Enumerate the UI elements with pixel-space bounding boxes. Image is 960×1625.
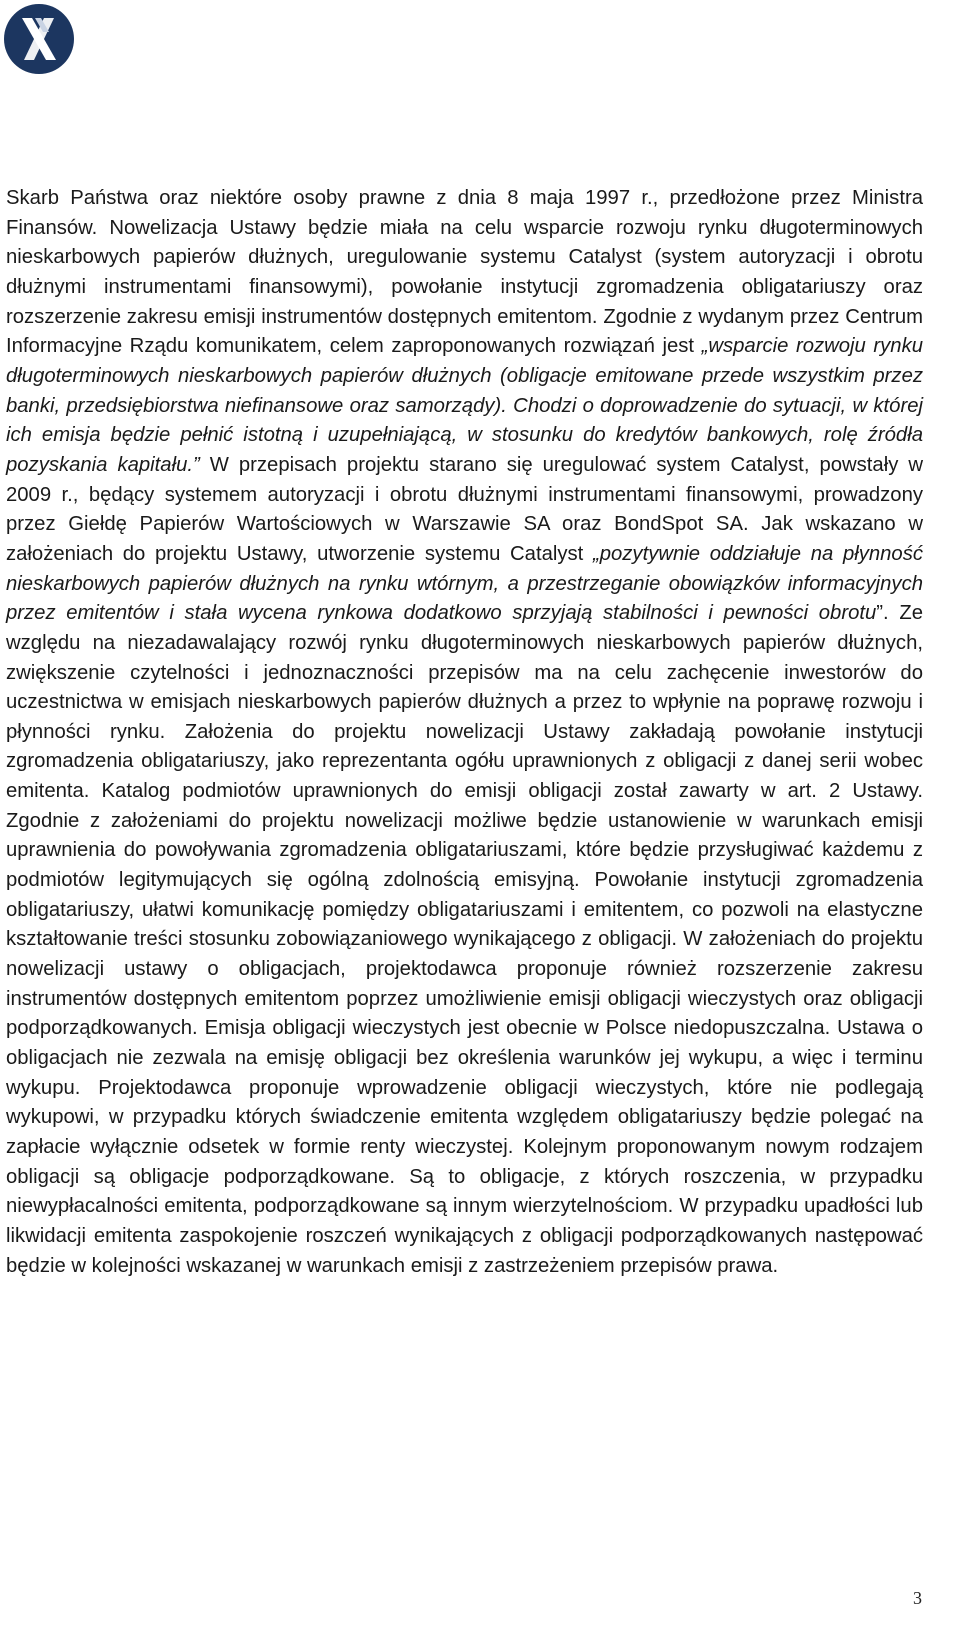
paragraph-segment: Skarb Państwa oraz niektóre osoby prawne z dnia 8 maja 1997 r., przedłożone przez Ministra Finansów. Nowelizacja Ustawy będzie miała na celu wsparcie rozwoju rynku długoterminowych nieskarbowych papierów dłużnych, uregulowanie systemu Catalyst (system autoryzacji i obrotu dłużnymi instrumentami finansowymi), powołanie instytucji zgromadzenia obligatariuszy oraz rozszerzenie zakresu emisji instrumentów dostępnych emitentom. Zgodnie z wydanym przez Centrum Informacyjne Rządu komunikatem, celem zaproponowanych rozwiązań jest: [6, 187, 923, 358]
body-paragraph: [6, 184, 923, 1281]
quote-segment: „wsparcie rozwoju rynku długoterminowych nieskarbowych papierów dłużnych (obligacje emitowane przede wszystkim przez banki, przedsiębiorstwa niefinansowe oraz samorządy). Chodzi o doprowadzenie do sytuacji, w której ich emisja będzie pełnić istotną i uzupełniającą, w stosunku do kredytów bankowych, rolę źródła pozyskania kapitału.”: [6, 335, 924, 476]
quote-segment: „pozytywnie oddziałuje na płynność nieskarbowych papierów dłużnych na rynku wtórnym, a przestrzeganie obowiązków informacyjnych przez emitentów i stała wycena rynkowa dodatkowo sprzyjają stabilności i pewności obrotu: [6, 542, 923, 625]
paragraph-segment: ”. Ze względu na niezadawalający rozwój rynku długoterminowych nieskarbowych papierów dłużnych, zwiększenie czytelności i jednoznaczności przepisów ma na celu zachęcenie inwestorów do uczestnictwa w emisjach nieskarbowych papierów dłużnych a przez to wpłynie na poprawę rozwoju i płynności rynku. Założenia do projektu nowelizacji Ustawy zakładają powołanie instytucji zgromadzenia obligatariuszy, jako reprezentanta ogółu uprawnionych z obligacji z danej serii wobec emitenta. Katalog podmiotów uprawnionych do emisji obligacji został zawarty w art. 2 Ustawy. Zgodnie z założeniami do projektu nowelizacji możliwe będzie ustanowienie w warunkach emisji uprawnienia do powoływania zgromadzenia obligatariuszami, które będzie przysługiwać każdemu z podmiotów legitymujących się ogólną zdolnością emisyjną. Powołanie instytucji zgromadzenia obligatariuszy, ułatwi komunikację pomiędzy obligatariuszami i emitentem, co pozwoli na elastyczne kształtowanie treści stosunku zobowiązaniowego wynikającego z obligacji. W założeniach do projektu nowelizacji ustawy o obligacjach, projektodawca proponuje również rozszerzenie zakresu instrumentów dostępnych emitentom poprzez umożliwienie emisji obligacji wieczystych oraz obligacji podporządkowanych. Emisja obligacji wieczystych jest obecnie w Polsce niedopuszczalna. Ustawa o obligacjach nie zezwala na emisję obligacji bez określenia warunków jej wykupu, a więc i terminu wykupu. Projektodawca proponuje wprowadzenie obligacji wieczystych, które nie podlegają wykupowi, w przypadku których świadczenie emitenta względem obligatariuszy będzie polegać na zapłacie wyłącznie odsetek w formie renty wieczystej. Kolejnym proponowanym nowym rodzajem obligacji są obligacje podporządkowane. Są to obligacje, z których roszczenia, w przypadku niewypłacalności emitenta, podporządkowane są innym wierzytelnościom. W przypadku upadłości lub likwidacji emitenta zaspokojenie roszczeń wynikających z obligacji podporządkowanych następować będzie w kolejności wskazanej w warunkach emisji z zastrzeżeniem przepisów prawa.: [6, 602, 923, 1277]
page-number: 3: [913, 1588, 922, 1608]
paragraph-segment: W przepisach projektu starano się uregulować system Catalyst, powstały w 2009 r., będący systemem autoryzacji i obrotu dłużnymi instrumentami finansowymi, prowadzony przez Giełdę Papierów Wartościowych w Warszawie SA oraz BondSpot SA. Jak wskazano w założeniach do projektu Ustawy, utworzenie systemu Catalyst: [6, 453, 923, 565]
logo-icon: [4, 4, 74, 74]
